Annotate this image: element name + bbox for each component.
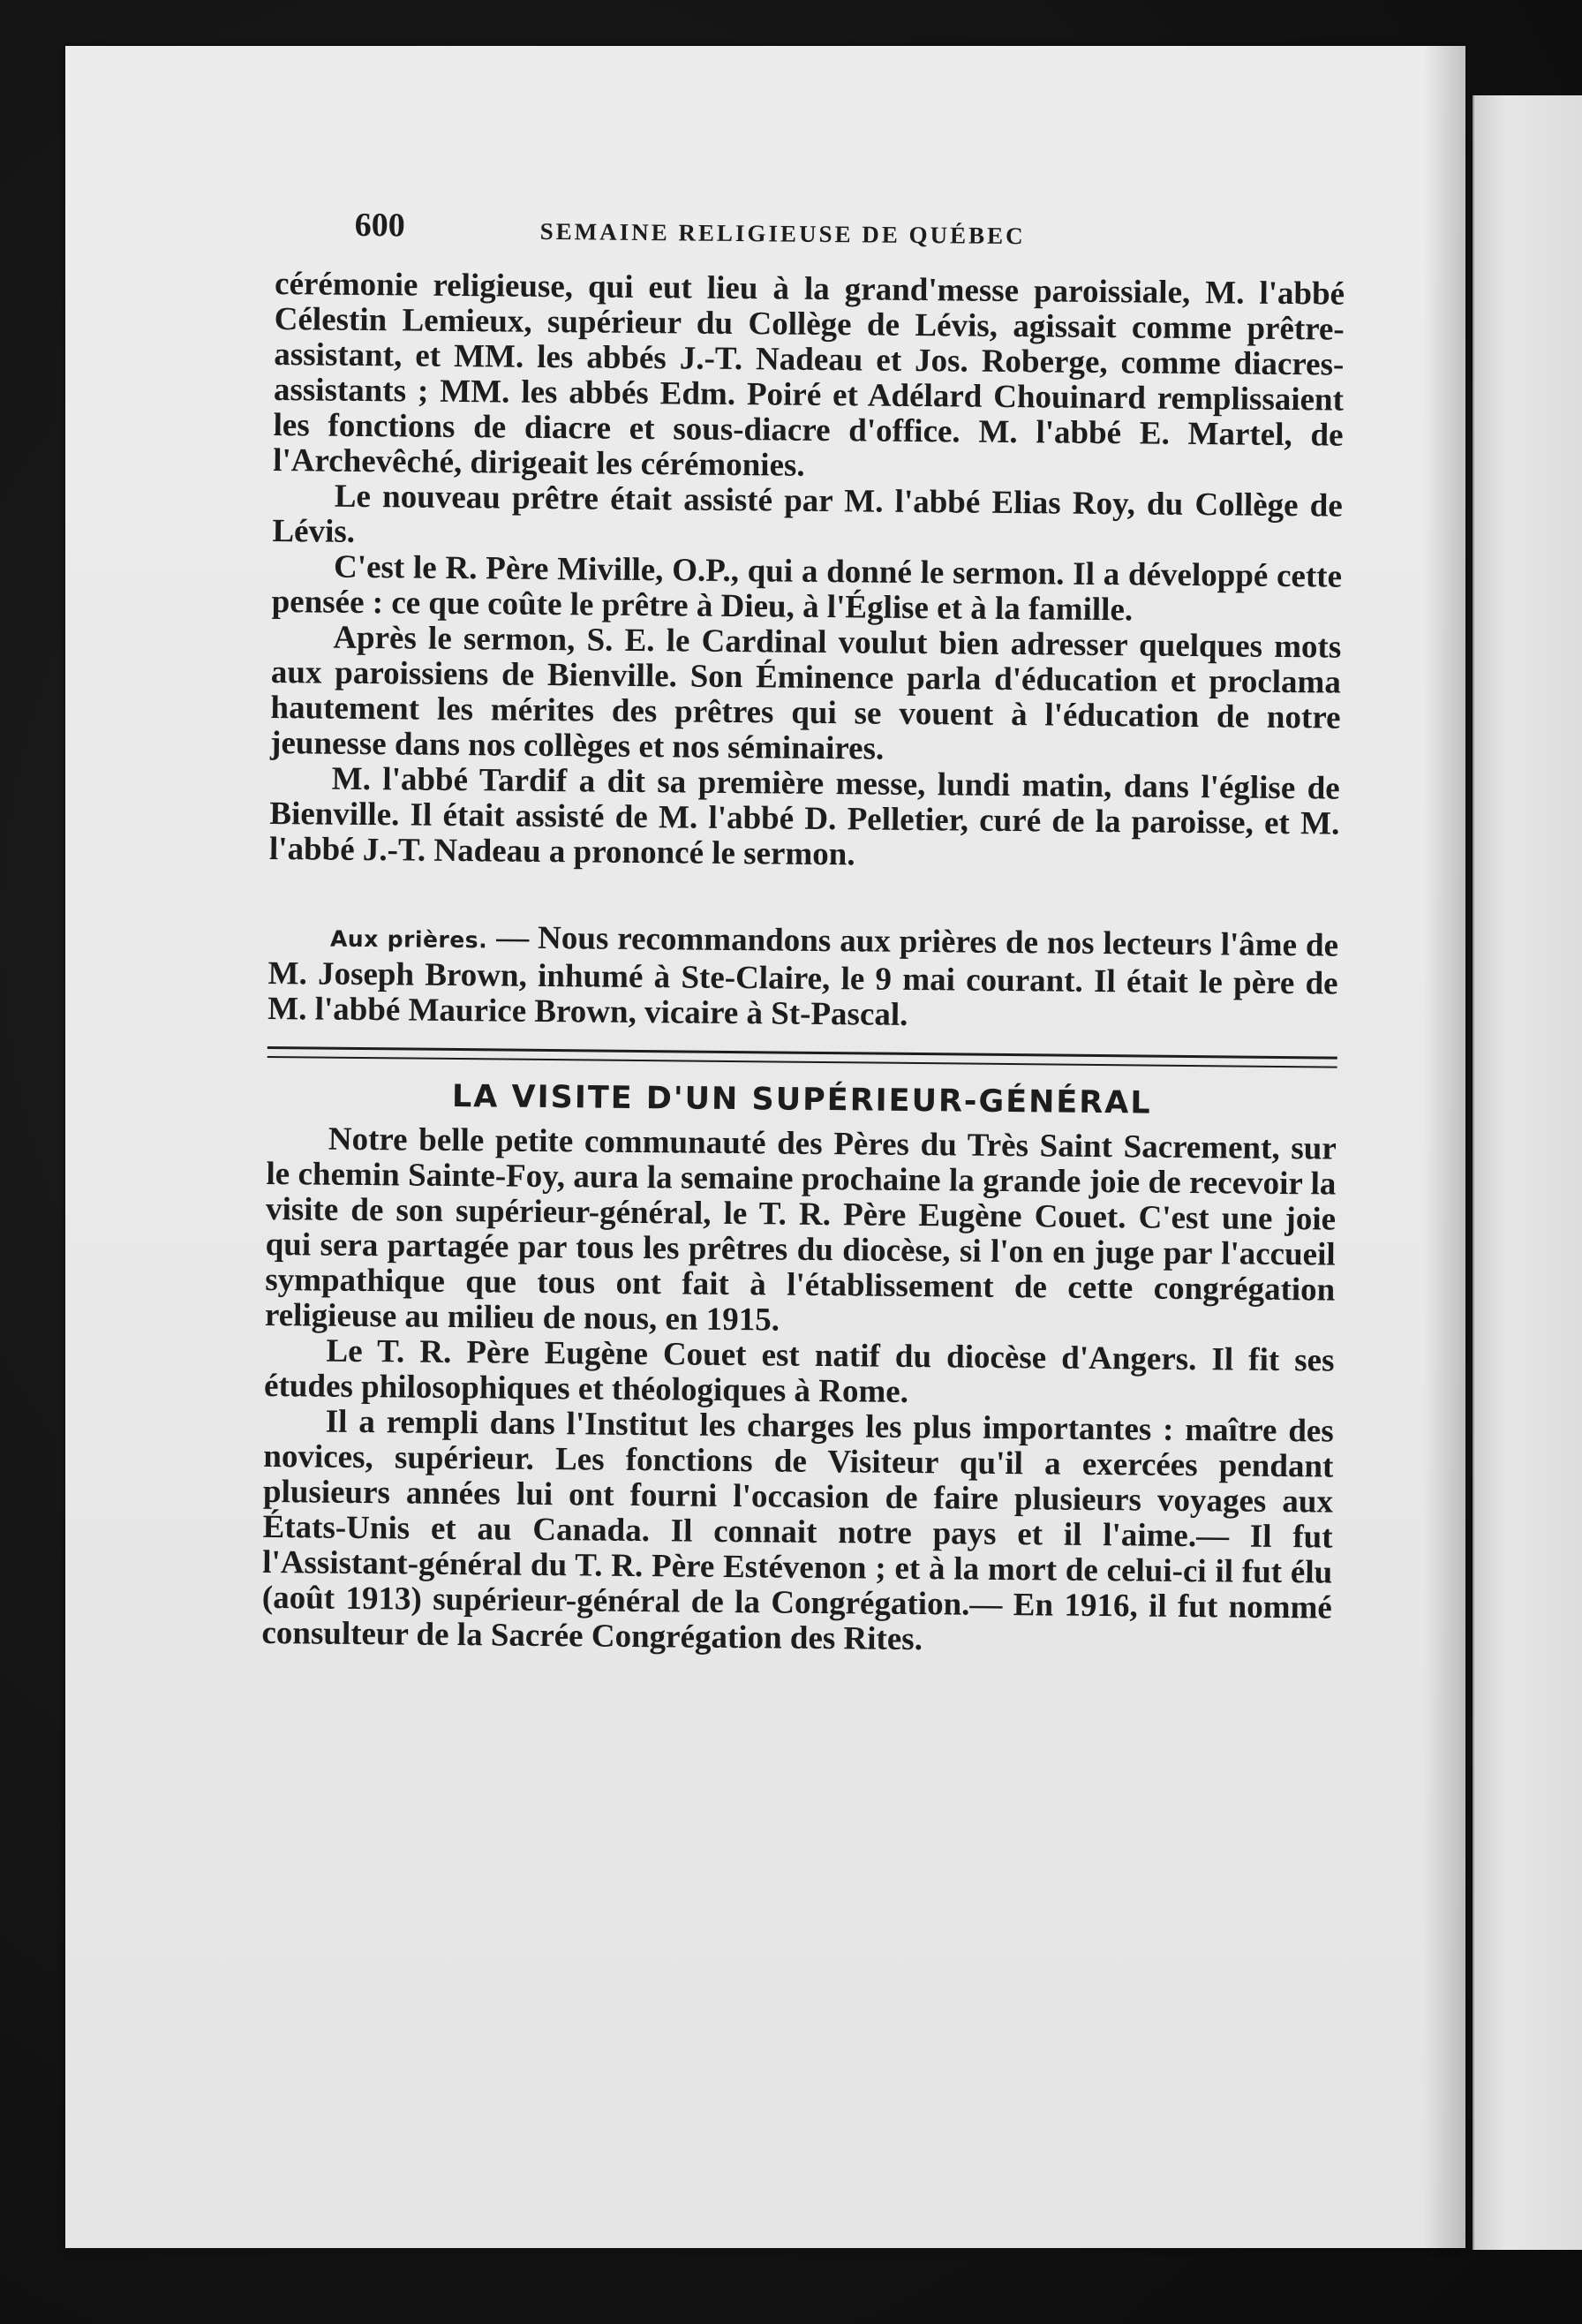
paragraph-ceremony: cérémonie religieuse, qui eut lieu à la grand'messe paroissiale, M. l'abbé Célestin Lemieux, supérieur du Collège de Lévis, agissait comme prêtre-assistant, et MM. les abbés J.-T. Nadeau et Jos. Roberge, comme diacres-assistants ; MM. les abbés Edm. Poiré et Adélard Chouinard remplissaient les fonctions de diacre et sous-diacre d'office. M. l'abbé E. Martel, de l'Archevêché, dirigeait les cérémonies.	[273, 265, 1345, 484]
paragraph-sermon: C'est le R. Père Miville, O.P., qui a donné le sermon. Il a développé cette pensée : ce que coûte le prêtre à Dieu, à l'Église et à la famille.	[271, 548, 1343, 629]
article-paragraph-3: Il a rempli dans l'Institut les charges les plus importantes : maître des novices, supérieur. Les fonctions de Visiteur qu'il a exercées pendant plusieurs années lui ont fourni l'occasion de faire plusieurs voyages aux États-Unis et au Canada. Il connait notre pays et il l'aime.— Il fut l'Assistant-général du T. R. Père Estévenon ; et à la mort de celui-ci il fut élu (août 1913) supérieur-général de la Congrégation.— En 1916, il fut nommé consulteur de la Sacrée Congrégation des Rites.	[261, 1403, 1334, 1658]
article-paragraph-1: Notre belle petite communauté des Pères du Très Saint Sacrement, sur le chemin Sainte-Foy, aura la semaine prochaine la grande joie de recevoir la visite de son supérieur-général, le T. R. Père Eugène Couet. C'est une joie qui sera partagée par tous les prêtres du diocèse, si l'on en juge par l'accueil sympathique que tous ont fait à l'établissement de cette congrégation religieuse au milieu de nous, en 1915.	[264, 1120, 1337, 1339]
notice-heading: Aux prières.	[329, 925, 488, 954]
running-head	[275, 205, 1345, 268]
journal-title: SEMAINE RELIGIEUSE DE QUÉBEC	[539, 217, 1026, 250]
notice-text: — Nous recommandons aux prières de nos lecteurs l'âme de M. Joseph Brown, inhumé à Ste-Claire, le 9 mai courant. Il était le père de M. l'abbé Maurice Brown, vicaire à St-Pascal.	[267, 919, 1339, 1033]
notice-prayers	[267, 918, 1338, 1038]
paragraph-first-mass: M. l'abbé Tardif a dit sa première messe, lundi matin, dans l'église de Bienville. Il était assisté de M. l'abbé D. Pelletier, curé de la paroisse, et M. l'abbé J.-T. Nadeau a prononcé le sermon.	[268, 760, 1340, 873]
page-number: 600	[354, 206, 405, 245]
paragraph-assistant: Le nouveau prêtre était assisté par M. l'abbé Elias Roy, du Collège de Lévis.	[272, 478, 1343, 550]
article-paragraph-2: Le T. R. Père Eugène Couet est natif du diocèse d'Angers. Il fit ses études philosophiques et théologiques à Rome.	[263, 1332, 1335, 1410]
article-title: LA VISITE D'UN SUPÉRIEUR-GÉNÉRAL	[451, 1078, 1152, 1121]
facing-page-edge	[1473, 95, 1582, 2250]
paragraph-cardinal: Après le sermon, S. E. le Cardinal voulut bien adresser quelques mots aux paroissiens de Bienville. Son Éminence parla d'éducation et proclama hautement les mérites des prêtres qui se vouent à l'éducation de notre jeunesse dans nos collèges et nos séminaires.	[269, 619, 1342, 767]
section-divider	[267, 1046, 1337, 1068]
document-page	[65, 46, 1465, 2248]
page-content	[261, 205, 1345, 1662]
